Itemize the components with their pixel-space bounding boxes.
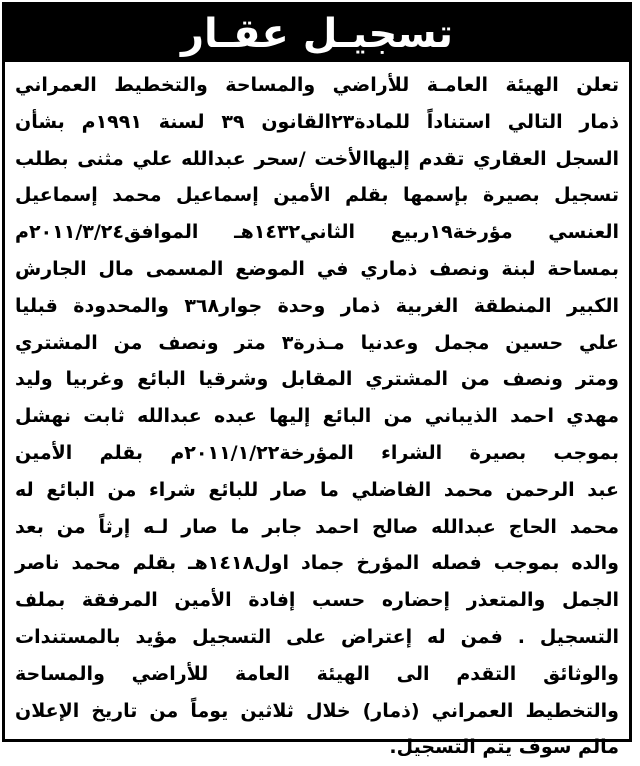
notice-body	[15, 67, 619, 766]
notice-title: تسجيـل عقـار	[180, 10, 453, 57]
body-line: العنسي مؤرخة١٩ربيع الثاني١٤٣٢هـ الموافق٢٠١١/٣/٢٤م	[15, 221, 619, 244]
body-line: محمد الحاج عبدالله صالح احمد جابر ما صار لـه إرثاً من بعد	[15, 515, 619, 538]
body-line: مالم سوف يتم التسجيل.	[389, 736, 619, 759]
body-line: ذمار التالي استناداً للمادة٢٣القانون ٣٩ لسنة ١٩٩١م بشأن	[15, 110, 620, 133]
body-line: بموجب بصيرة الشراء المؤرخة٢٠١١/١/٢٢م بقلم الأمين	[15, 441, 620, 464]
body-line: عبد الرحمن محمد الفاضلي ما صار للبائع شراء من البائع له	[15, 478, 619, 501]
body-line: بمساحة لبنة ونصف ذماري في الموضع المسمى مال الجارش	[15, 257, 619, 280]
body-line: والده بموجب فصله المؤرخ جماد اول١٤١٨هـ بقلم محمد ناصر	[15, 552, 619, 575]
title-bar	[5, 5, 629, 62]
body-line: علي حسين مجمل وعدنيا مـذرة٣ متر ونصف من المشتري	[15, 331, 619, 354]
body-line: مهدي احمد الذيباني من البائع إليها عبده عبدالله ثابت نهشل	[15, 405, 619, 428]
body-line: التسجيل . فمن له إعتراض على التسجيل مؤيد بالمستندات	[15, 625, 619, 648]
body-line: تسجيل بصيرة بإسمها بقلم الأمين إسماعيل محمد إسماعيل	[15, 184, 619, 207]
body-line: والتخطيط العمراني (ذمار) خلال ثلاثين يوماً من تاريخ الإعلان	[15, 699, 619, 722]
body-line: تعلن الهيئة العامـة للأراضي والمساحة والتخطيط العمراني	[15, 74, 619, 96]
body-line: الكبير المنطقة الغربية ذمار وحدة جوار٣٦٨ والمحدودة قبليا	[15, 294, 619, 317]
body-line: ومتر ونصف من المشتري المقابل وشرقيا البائع وغربيا وليد	[15, 368, 619, 391]
body-line: الجمل والمتعذر إحضاره حسب إفادة الأمين المرفقة بملف	[15, 589, 619, 612]
legal-notice	[2, 2, 632, 759]
body-line: والوثائق التقدم الى الهيئة العامة للأراضي والمساحة	[15, 662, 619, 685]
body-line: السجل العقاري تقدم إليهاالأخت /سحر عبدالله علي مثنى بطلب	[15, 147, 619, 170]
